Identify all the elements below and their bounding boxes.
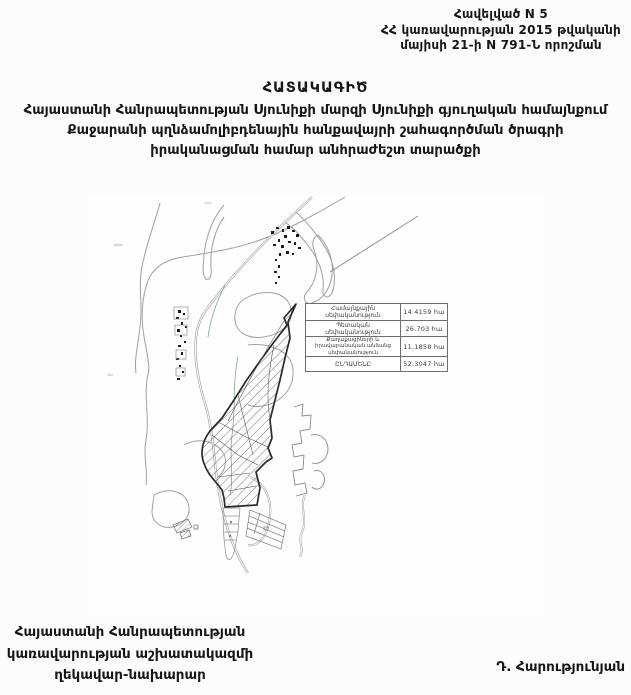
annex-header [375, 7, 627, 54]
row-label: Պետական սեփականություն [306, 321, 401, 336]
signature-line-3: ղեկավար-նախարար [54, 667, 206, 683]
legend-table [305, 303, 448, 372]
signature-line-1: Հայաստանի Հանրապետության [14, 624, 246, 640]
signatory-name: Դ. Հարությունյան [496, 659, 625, 675]
signature-left-block [2, 622, 258, 687]
row-value: 26.703 հա [405, 324, 443, 333]
row-value: 14.4159 հա [403, 308, 445, 316]
title-block [0, 80, 631, 161]
subtitle-line-3: իրականացման համար անհրաժեշտ տարածքի [150, 143, 481, 158]
row-label: Քաղաքացիների և իրավաբանական անձանց սեփականություն [306, 337, 401, 356]
subtitle-line-1: Հայաստանի Հանրապետության Սյունիքի մարզի Սյունիքի գյուղական համայնքում [23, 103, 608, 118]
terrace-parcels [246, 510, 286, 549]
page-subtitle [0, 101, 631, 161]
homestead-cluster [173, 519, 198, 539]
signature-line-2: կառավարության աշխատակազմի [6, 645, 254, 662]
village-cluster-top [271, 226, 301, 284]
subtitle-line-2: Քաջարանի պղնձամոլիբդենային հանքավայրի շահագործման ծրագրի [67, 123, 564, 138]
page-title: ՀԱՏԱԿԱԳԻԾ [262, 80, 369, 96]
parcel-outlines-right [292, 404, 328, 496]
annex-number: Հավելված N 5 [454, 7, 548, 21]
row-label: Համայնքային սեփականություն [306, 304, 401, 320]
annex-government-line: ՀՀ կառավարության 2015 թվականի [381, 22, 621, 37]
survey-line [330, 216, 418, 272]
required-area-polygon [202, 304, 296, 507]
table-row [306, 356, 447, 371]
map-drawing [88, 195, 543, 615]
table-row [306, 304, 447, 320]
row-label: ԸՆԴԱՄԵՆԸ [306, 357, 401, 371]
table-row [306, 336, 447, 356]
row-value: 52.3047 հա [403, 360, 445, 368]
table-row [306, 320, 447, 336]
row-value: 11,1858 հա [403, 342, 445, 351]
village-cluster-left [176, 310, 187, 380]
cadastral-map [88, 195, 543, 615]
annex-decision-line: մայիսի 21-ի N 791-Ն որոշման [400, 38, 602, 52]
